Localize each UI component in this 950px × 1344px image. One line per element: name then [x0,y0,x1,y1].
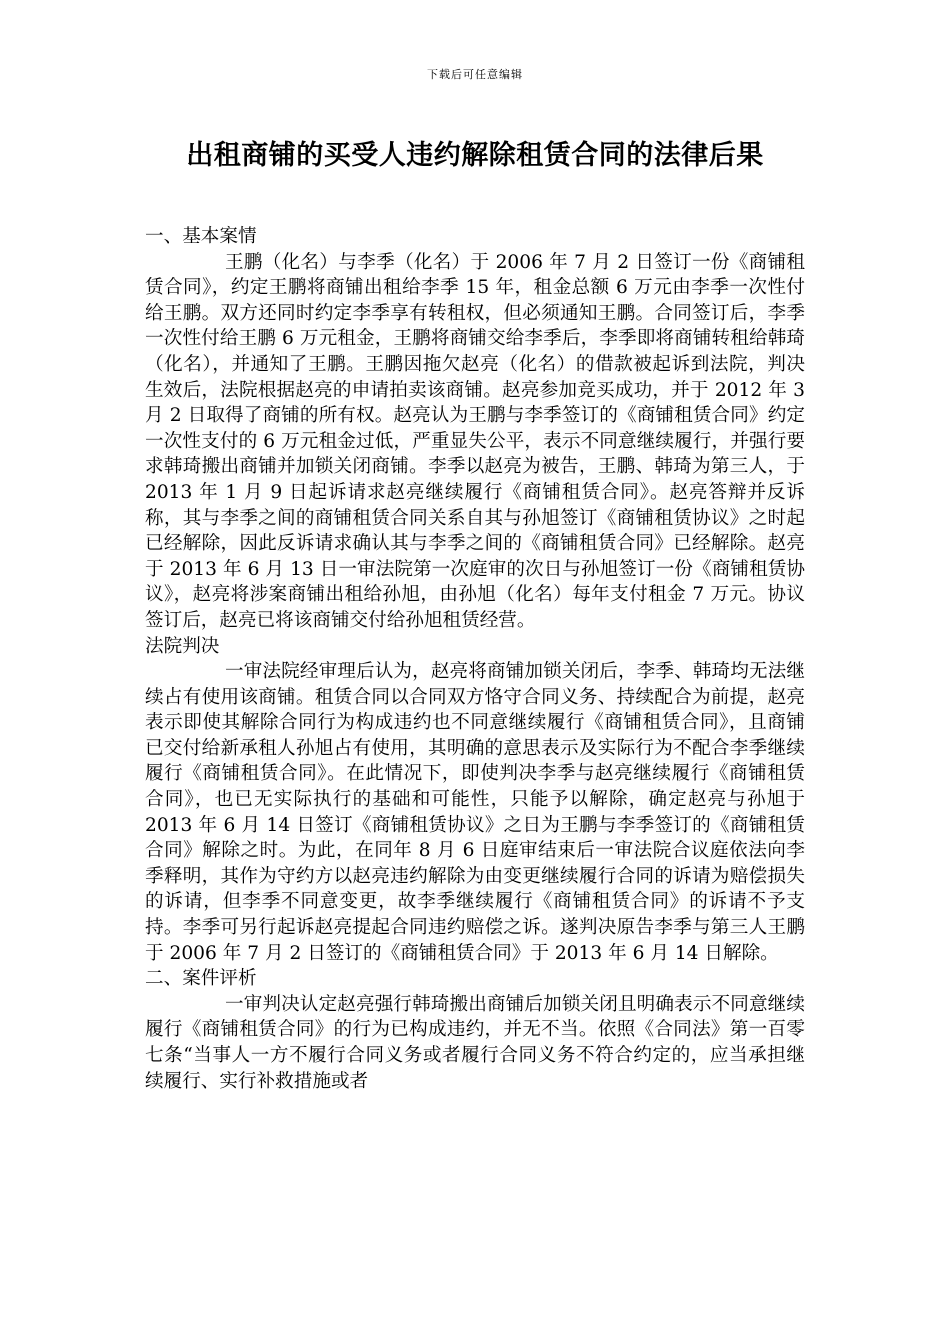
section-heading-basic-facts: 一、基本案情 [145,226,257,247]
document-title: 出租商铺的买受人违约解除租赁合同的法律后果 [186,140,764,171]
paragraph-basic-facts: 王鹏（化名）与李季（化名）于 2006 年 7 月 2 日签订一份《商铺租赁合同》，约定王鹏将商铺出租给李季 15 年，租金总额 6 万元由李季一次性付给王鹏。双方还同时约定李季享有转租权，但必须通知王鹏。合同签订后，李季一次性付给王鹏 6 万元租金，王鹏将商铺交给李季后，李季即将商铺转租给韩琦（化名），并通知了王鹏。王鹏因拖欠赵亮（化名）的借款被起诉到法院，判决生效后，法院根据赵亮的申请拍卖该商铺。赵亮参加竞买成功，并于 2012 年 3 月 2 日取得了商铺的所有权。赵亮认为王鹏与李季签订的《商铺租赁合同》约定一次性支付的 6 万元租金过低，严重显失公平，表示不同意继续履行，并强行要求韩琦搬出商铺并加锁关闭商铺。李季以赵亮为被告，王鹏、韩琦为第三人，于 2013 年 1 月 9 日起诉请求赵亮继续履行《商铺租赁合同》。赵亮答辩并反诉称，其与李季之间的商铺租赁合同关系自其与孙旭签订《商铺租赁协议》之时起已经解除，因此反诉请求确认其与李季之间的《商铺租赁合同》已经解除。赵亮于 2013 年 6 月 13 日一审法院第一次庭审的次日与孙旭签订一份《商铺租赁协议》，赵亮将涉案商铺出租给孙旭，由孙旭（化名）每年支付租金 7 万元。协议签订后，赵亮已将该商铺交付给孙旭租赁经营。 [145,251,805,631]
section-heading-analysis: 二、案件评析 [145,968,257,990]
section-heading-judgment: 法院判决 [145,635,220,657]
paragraph-judgment: 一审法院经审理后认为，赵亮将商铺加锁关闭后，李季、韩琦均无法继续占有使用该商铺。租赁合同以合同双方恪守合同义务、持续配合为前提，赵亮表示即使其解除合同行为构成违约也不同意继续履行《商铺租赁合同》，且商铺已交付给新承租人孙旭占有使用，其明确的意思表示及实际行为不配合李季继续履行《商铺租赁合同》。在此情况下，即使判决李季与赵亮继续履行《商铺租赁合同》，也已无实际执行的基础和可能性，只能予以解除，确定赵亮与孙旭于 2013 年 6 月 14 日签订《商铺租赁协议》之日为王鹏与李季签订的《商铺租赁合同》解除之时。为此，在同年 8 月 6 日庭审结束后一审法院合议庭依法向李季释明，其作为守约方以赵亮违约解除为由变更继续履行合同的诉请为赔偿损失的诉请，但李季不同意变更，故李季继续履行《商铺租赁合同》的诉请不予支持。李季可另行起诉赵亮提起合同违约赔偿之诉。遂判决原告李季与第三人王鹏于 2006 年 7 月 2 日签订的《商铺租赁合同》于 2013 年 6 月 14 日解除。 [145,661,805,964]
document-body [145,224,805,1094]
paragraph-analysis: 一审判决认定赵亮强行韩琦搬出商铺后加锁关闭且明确表示不同意继续履行《商铺租赁合同》的行为已构成违约，并无不当。依照《合同法》第一百零七条“当事人一方不履行合同义务或者履行合同义务不符合约定的，应当承担继续履行、实行补救措施或者 [145,993,805,1092]
header-note: 下载后可任意编辑 [427,68,523,81]
